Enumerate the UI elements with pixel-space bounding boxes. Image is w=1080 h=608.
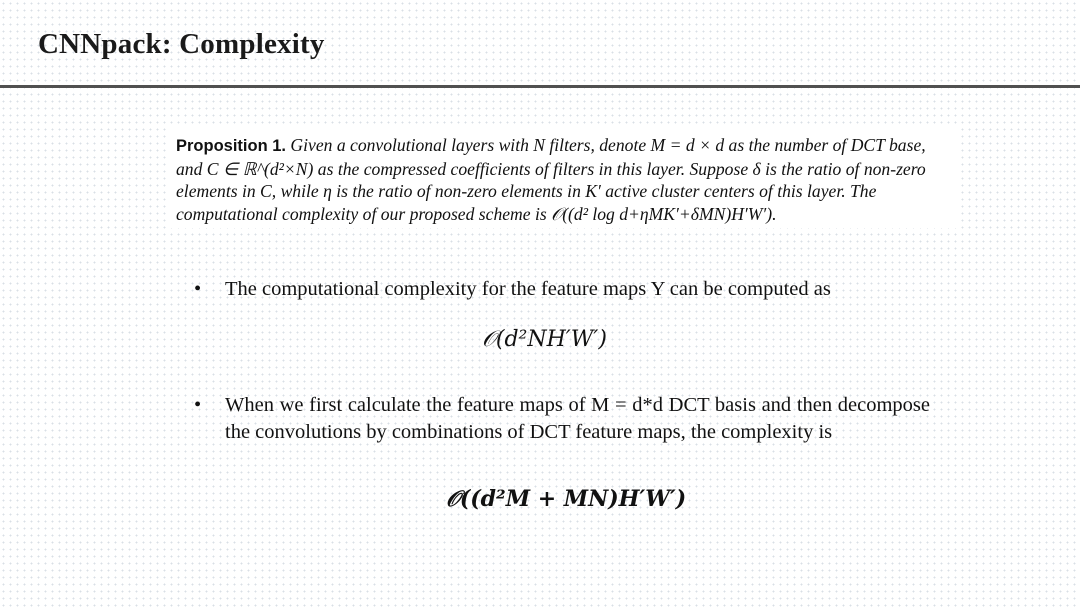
- proposition-label: Proposition 1.: [176, 137, 287, 155]
- proposition-box: [170, 125, 960, 228]
- slide-title: CNNpack: Complexity: [38, 28, 325, 60]
- formula-feature-maps: 𝒪(d²NH′W′): [482, 327, 607, 352]
- bullet-dot-icon: •: [194, 394, 202, 416]
- formula-dct-complexity: 𝒪((d²M + MN)H′W′): [446, 486, 687, 512]
- bullet-text: When we first calculate the feature maps of M = d*d DCT basis and then decompose the convolutions by combinations of DCT feature maps, the complexity is: [225, 394, 930, 443]
- proposition-text: Given a convolutional layers with N filters, denote M = d × d as the number of DCT base, and C ∈ ℝ^(d²×N) as the compressed coefficients of filters in this layer. Suppose δ is the ratio of non-zero elements in C, while η is the ratio of non-zero elements in K′ active cluster centers of this layer. The computational complexity of our proposed scheme is 𝒪((d² log d+ηMK′+δMN)H′W′).: [176, 135, 926, 224]
- title-divider: [0, 85, 1080, 88]
- bullet-text: The computational complexity for the feature maps Y can be computed as: [225, 278, 831, 300]
- bullet-dot-icon: •: [194, 278, 202, 300]
